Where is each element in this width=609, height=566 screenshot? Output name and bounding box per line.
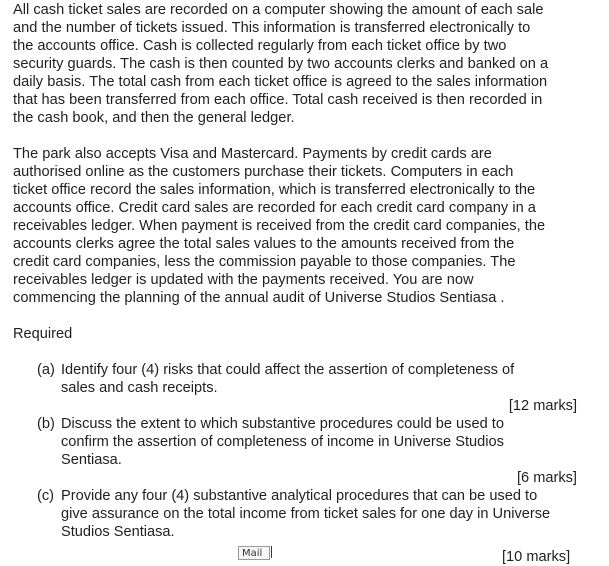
document-body [13,1,587,541]
marks-label: [12 marks] [508,398,577,414]
question-text-line: Studios Sentiasa. [61,524,175,540]
marks-label-partial: [10 marks] [502,549,571,565]
text-line: and the number of tickets issued. This information is transferred electronically to [13,20,531,36]
text-line: receivables ledger. When payment is received from the credit card companies, the [13,218,546,234]
text-line: accounts office. Credit card sales are recorded for each credit card company in a [13,200,536,216]
text-line: The park also accepts Visa and Mastercard. Payments by credit cards are [13,146,492,162]
paragraph-credit-cards [13,145,587,307]
question-text-line: Sentiasa. [61,452,122,468]
question-label: (c) [37,488,55,504]
question-text-line: Discuss the extent to which substantive procedures could be used to [61,416,504,432]
question-label: (a) [37,362,55,378]
text-line: accounts clerks agree the total sales values to the amounts received from the [13,236,515,252]
question-label: (b) [37,416,55,432]
question-a [37,361,587,397]
text-line: daily basis. The total cash from each ticket office is agreed to the sales information [13,74,548,90]
question-text-line: confirm the assertion of completeness of income in Universe Studios [61,434,504,450]
text-line: the accounts office. Cash is collected regularly from each ticket office by two [13,38,507,54]
text-line: authorised online as the customers purchase their tickets. Computers in each [13,164,514,180]
text-line: commencing the planning of the annual audit of Universe Studios Sentiasa . [13,290,505,306]
text-line: the cash book, and then the general ledger. [13,110,295,126]
question-c [37,487,587,541]
mail-tooltip[interactable]: Mail [238,546,270,560]
question-text-line: Provide any four (4) substantive analytical procedures that can be used to [61,488,538,504]
question-text-line: Identify four (4) risks that could affect the assertion of completeness of [61,362,515,378]
question-text-line: give assurance on the total income from ticket sales for one day in Universe [61,506,551,522]
text-line: ticket office record the sales information, which is transferred electronically to the [13,182,536,198]
question-text-line: sales and cash receipts. [61,380,218,396]
text-line: that has been transferred from each office. Total cash received is then recorded in [13,92,543,108]
text-line: receivables ledger is updated with the payments received. You are now [13,272,474,288]
marks-label: [6 marks] [516,470,577,486]
text-line: All cash ticket sales are recorded on a computer showing the amount of each sale [13,2,544,18]
text-line: security guards. The cash is then counted by two accounts clerks and banked on a [13,56,549,72]
paragraph-cash-sales [13,1,587,127]
required-heading: Required [13,326,73,342]
text-line: credit card companies, less the commission payable to those companies. The [13,254,516,270]
question-b [37,415,587,469]
text-cursor-icon [271,546,272,558]
